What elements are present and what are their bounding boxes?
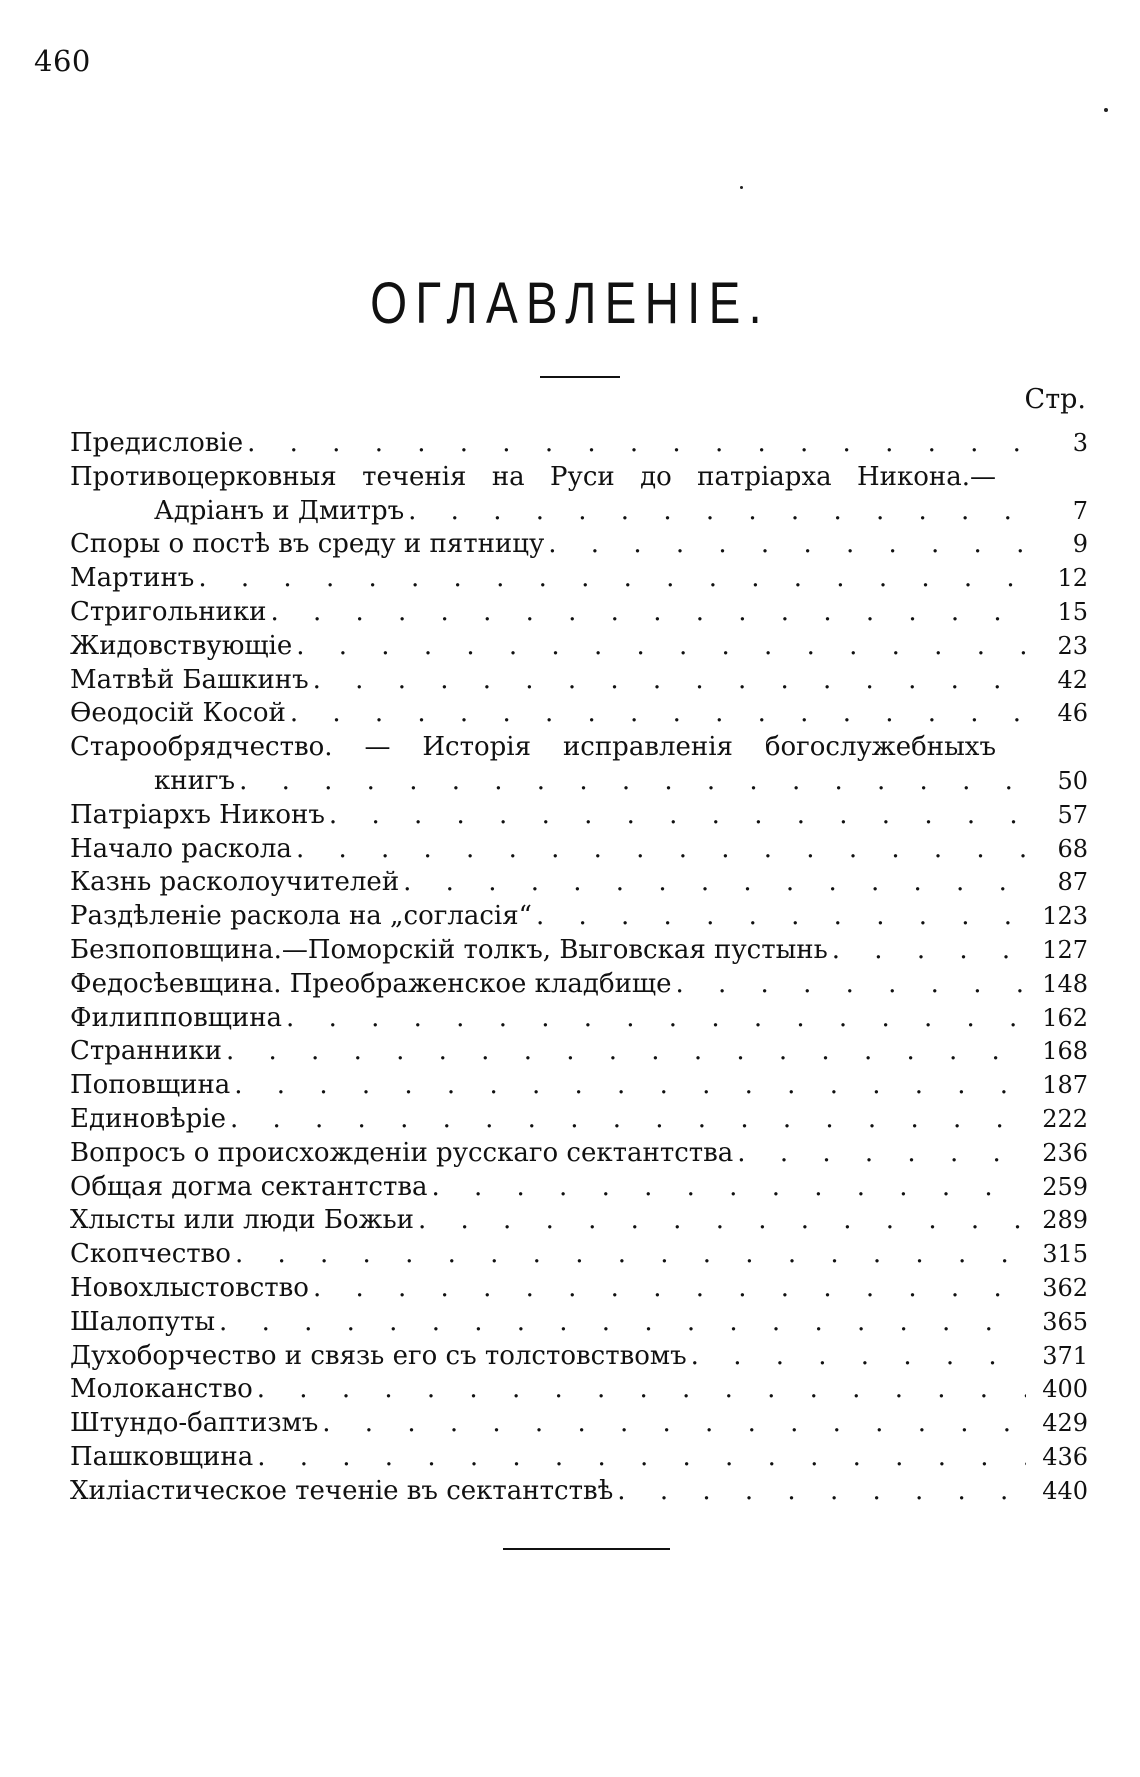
toc-entry xyxy=(70,1306,1088,1340)
toc-entry xyxy=(70,765,1088,799)
toc-entry-page: 259 xyxy=(1042,1172,1088,1201)
dot-leader xyxy=(544,528,1026,562)
toc-entry-page: 68 xyxy=(1057,834,1088,863)
toc-entry-page: 3 xyxy=(1072,429,1088,457)
toc-entry-title: Безпоповщина.—Поморскій толкъ, Выговская пустынь xyxy=(70,934,828,965)
toc-entry xyxy=(70,934,1088,968)
toc-entry-page: 371 xyxy=(1042,1341,1088,1370)
dot-leader xyxy=(613,1475,1026,1509)
dot-leader xyxy=(687,1340,1026,1374)
dot-leader xyxy=(309,664,1026,698)
toc-entry-page: 23 xyxy=(1057,631,1088,660)
toc-entry-title: Казнь расколоучителей xyxy=(70,867,400,898)
toc-entry xyxy=(70,461,1088,495)
toc-entry xyxy=(70,1373,1088,1407)
toc-entry-title: Филипповщина xyxy=(70,1002,283,1033)
toc-entry-page: 9 xyxy=(1072,530,1088,559)
toc-entry-page: 162 xyxy=(1042,1003,1088,1032)
toc-entry-title: Хиліастическое теченіе въ сектантствѣ xyxy=(70,1475,614,1506)
dot-leader xyxy=(226,1103,1026,1137)
toc-entry xyxy=(70,1272,1088,1306)
dot-leader xyxy=(292,833,1026,867)
toc-entry-page: 168 xyxy=(1042,1037,1088,1066)
dot-leader xyxy=(733,1137,1026,1171)
toc-entry-page: 148 xyxy=(1042,969,1088,998)
toc-entry xyxy=(70,1204,1088,1238)
toc-entry-title: Общая догма сектантства xyxy=(70,1171,428,1202)
toc-entry-title: Федосѣевщина. Преображенское кладбище xyxy=(70,968,672,999)
toc-entry-title: Матвѣй Башкинъ xyxy=(70,664,309,695)
toc-entry xyxy=(70,968,1088,1002)
toc-entry xyxy=(70,1171,1088,1205)
toc-entry-title: Новохлыстовство xyxy=(70,1272,309,1303)
toc-entry-page: 46 xyxy=(1057,699,1088,728)
toc-entry-title: Старообрядчество. — Исторія исправленія богослужебныхъ xyxy=(70,732,996,763)
dot-leader xyxy=(253,1441,1026,1475)
toc-entry-page: 12 xyxy=(1057,564,1088,593)
dot-leader xyxy=(325,799,1026,833)
title-divider xyxy=(540,376,620,378)
toc-entry-title: Начало раскола xyxy=(70,833,292,864)
toc-entry-page: 236 xyxy=(1042,1138,1088,1167)
print-speck xyxy=(1104,108,1108,112)
toc-entry-title: Странники xyxy=(70,1036,222,1067)
toc-entry xyxy=(70,427,1088,461)
toc-entry-title: Предисловіе xyxy=(70,428,244,458)
toc-entry xyxy=(70,1035,1088,1069)
toc-entry-title: Единовѣріе xyxy=(70,1103,226,1134)
dot-leader xyxy=(253,1373,1026,1407)
dot-leader xyxy=(318,1407,1026,1441)
dot-leader xyxy=(414,1204,1026,1238)
toc-entry-title: Адріанъ и Дмитръ xyxy=(154,495,405,526)
toc-entry-title: Шалопуты xyxy=(70,1306,216,1337)
dot-leader xyxy=(292,630,1026,664)
toc-entry xyxy=(70,1103,1088,1137)
toc-entry-title: Молоканство xyxy=(70,1374,253,1405)
toc-entry-page: 429 xyxy=(1042,1409,1088,1438)
closing-divider xyxy=(503,1548,670,1550)
toc-entry-page: 127 xyxy=(1042,935,1088,964)
toc-entry xyxy=(70,1002,1088,1036)
page-column-header: Стр. xyxy=(1024,384,1086,415)
toc-entry-page: 365 xyxy=(1042,1307,1088,1336)
toc-entry xyxy=(70,697,1088,731)
toc-entry xyxy=(70,1069,1088,1103)
toc-entry-title: Хлысты или люди Божьи xyxy=(70,1205,414,1236)
toc-entry xyxy=(70,1475,1088,1509)
toc-entry-page: 123 xyxy=(1042,902,1088,931)
toc-entry-page: 7 xyxy=(1072,496,1088,525)
dot-leader xyxy=(282,1002,1026,1036)
toc-entry xyxy=(70,1238,1088,1272)
dot-leader xyxy=(286,697,1026,731)
toc-entry-page: 436 xyxy=(1042,1442,1088,1471)
toc-entry-page: 289 xyxy=(1042,1206,1088,1235)
dot-leader xyxy=(266,596,1026,630)
toc-entry-page: 187 xyxy=(1042,1071,1088,1100)
toc-entry-title: Ѳеодосій Косой xyxy=(70,698,286,729)
dot-leader xyxy=(399,866,1026,900)
dot-leader xyxy=(194,562,1026,596)
toc-entry xyxy=(70,1407,1088,1441)
dot-leader xyxy=(671,968,1026,1002)
toc-entry xyxy=(70,866,1088,900)
toc-entry-title: Противоцерковныя теченія на Руси до патріарха Никона.— xyxy=(70,461,996,492)
toc-entry xyxy=(70,528,1088,562)
toc-entry xyxy=(70,596,1088,630)
toc-entry xyxy=(70,1340,1088,1374)
dot-leader xyxy=(427,1171,1026,1205)
toc-entry-title: Вопросъ о происхожденіи русскаго сектантства xyxy=(70,1137,734,1168)
toc-entry-title: Штундо-баптизмъ xyxy=(70,1408,319,1439)
toc-entry xyxy=(70,562,1088,596)
dot-leader xyxy=(235,765,1026,799)
toc-entry-title: Скопчество xyxy=(70,1239,231,1270)
print-speck xyxy=(740,186,743,189)
toc-entry xyxy=(70,731,1088,765)
toc-entry-page: 362 xyxy=(1042,1273,1088,1302)
dot-leader xyxy=(243,427,1026,461)
toc-entry xyxy=(70,1441,1088,1475)
toc-entry-title: Мартинъ xyxy=(70,563,195,594)
toc-entry-title: Стригольники xyxy=(70,596,267,627)
page-number: 460 xyxy=(34,44,91,78)
dot-leader xyxy=(828,934,1026,968)
toc-entry-title: Духоборчество и связь его съ толстовствомъ xyxy=(70,1340,687,1371)
toc-entry-title: Споры о постѣ въ среду и пятницу xyxy=(70,529,545,560)
dot-leader xyxy=(230,1069,1026,1103)
toc-entry xyxy=(70,900,1088,934)
toc-entry-page: 50 xyxy=(1057,766,1088,795)
toc-entry-title: Поповщина xyxy=(70,1070,231,1101)
dot-leader xyxy=(532,900,1026,934)
toc-entry xyxy=(70,495,1088,529)
toc-entry-page: 315 xyxy=(1042,1240,1088,1269)
toc-entry-page: 87 xyxy=(1057,868,1088,897)
toc-entry-title: Патріархъ Никонъ xyxy=(70,799,325,830)
dot-leader xyxy=(309,1272,1026,1306)
table-of-contents xyxy=(70,427,1088,1509)
toc-entry xyxy=(70,1137,1088,1171)
toc-entry-page: 222 xyxy=(1042,1104,1088,1133)
toc-entry-page: 57 xyxy=(1057,800,1088,829)
toc-entry-title: Раздѣленіе раскола на „согласія“ xyxy=(70,901,532,932)
toc-entry xyxy=(70,630,1088,664)
toc-entry-page: 440 xyxy=(1042,1476,1088,1505)
toc-entry xyxy=(70,664,1088,698)
toc-entry-page: 400 xyxy=(1042,1375,1088,1404)
dot-leader xyxy=(222,1035,1026,1069)
toc-entry-page: 42 xyxy=(1057,665,1088,694)
toc-entry-title: книгъ xyxy=(154,765,236,796)
toc-entry-page: 15 xyxy=(1057,597,1088,626)
dot-leader xyxy=(215,1306,1026,1340)
dot-leader xyxy=(231,1238,1026,1272)
toc-entry-title: Жидовствующіе xyxy=(70,630,293,661)
page-title: ОГЛАВЛЕНІЕ. xyxy=(370,271,770,336)
dot-leader xyxy=(404,495,1026,529)
toc-entry xyxy=(70,799,1088,833)
toc-entry-title: Пашковщина xyxy=(70,1441,254,1472)
toc-entry xyxy=(70,833,1088,867)
